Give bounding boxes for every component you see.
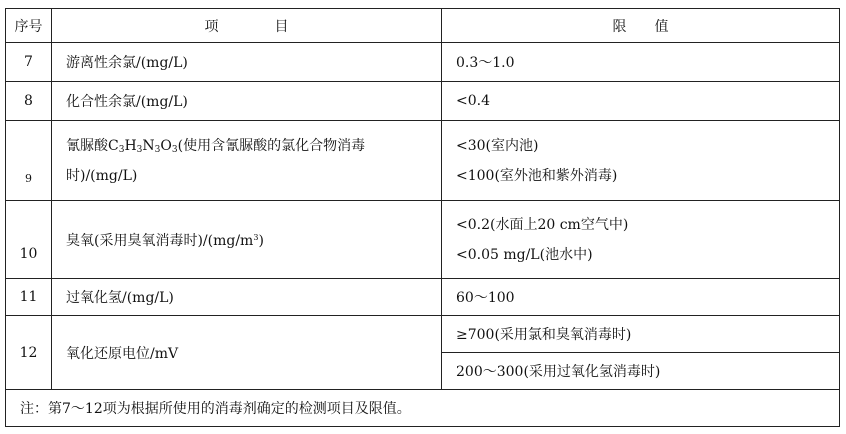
row-item [52, 201, 442, 279]
water-quality-table [5, 8, 840, 427]
header-item-char-2: 目 [274, 18, 289, 35]
row-item: 化合性余氯/(mg/L) [52, 82, 442, 121]
table-note-row [6, 390, 840, 427]
row-limit [442, 121, 840, 201]
row-limit: 0.3～1.0 [442, 43, 840, 82]
table-row [6, 201, 840, 279]
table-row [6, 316, 840, 353]
item-text: 臭氧(采用臭氧消毒时)/(mg/m [66, 232, 254, 249]
table-row [6, 43, 840, 82]
row-number: 7 [6, 43, 52, 82]
row-item-line-1 [66, 131, 441, 161]
header-serial-no: 序号 [6, 9, 52, 43]
row-limit-line-1: <30(室内池) [456, 137, 539, 154]
row-limit-line-1: <0.2(水面上20 cm空气中) [456, 216, 629, 233]
row-item: 过氧化氢/(mg/L) [52, 279, 442, 316]
row-limit-1: ≥700(采用氯和臭氧消毒时) [442, 316, 840, 353]
item-text: ) [258, 232, 264, 249]
item-text: (使用含氰脲酸的氯化合物消毒 [177, 137, 366, 154]
table-header-row [6, 9, 840, 43]
row-number: 12 [6, 316, 52, 390]
item-text: 氰脲酸C [66, 137, 119, 154]
table-row [6, 82, 840, 121]
row-number-text: 9 [25, 172, 32, 185]
row-limit: <0.4 [442, 82, 840, 121]
header-limit-char-2: 值 [654, 18, 669, 35]
header-limit [442, 9, 840, 43]
row-limit-line-2: <100(室外池和紫外消毒) [456, 167, 618, 184]
row-number [6, 121, 52, 201]
row-number: 8 [6, 82, 52, 121]
item-superscript: 3 [253, 232, 259, 242]
header-limit-char-1: 限 [612, 18, 627, 35]
row-number: 10 [6, 201, 52, 279]
row-limit: 60～100 [442, 279, 840, 316]
row-item-line-2: 时)/(mg/L) [66, 167, 138, 184]
table-row [6, 121, 840, 201]
table-row [6, 279, 840, 316]
row-item: 游离性余氯/(mg/L) [52, 43, 442, 82]
row-item: 氧化还原电位/mV [52, 316, 442, 390]
table-note: 注：第7～12项为根据所使用的消毒剂确定的检测项目及限值。 [6, 390, 840, 427]
row-item [52, 121, 442, 201]
row-limit-2: 200～300(采用过氧化氢消毒时) [442, 353, 840, 390]
row-limit-line-2: <0.05 mg/L(池水中) [456, 246, 593, 263]
item-subscript: 3 [154, 144, 161, 155]
header-item-char-1: 项 [204, 18, 219, 35]
row-number: 11 [6, 279, 52, 316]
row-limit [442, 201, 840, 279]
item-subscript: 3 [118, 144, 125, 155]
item-subscript: 3 [136, 144, 143, 155]
item-subscript: 3 [171, 144, 178, 155]
item-text: N [142, 137, 155, 154]
item-text: O [160, 137, 172, 154]
item-text: H [124, 137, 137, 154]
header-item [52, 9, 442, 43]
